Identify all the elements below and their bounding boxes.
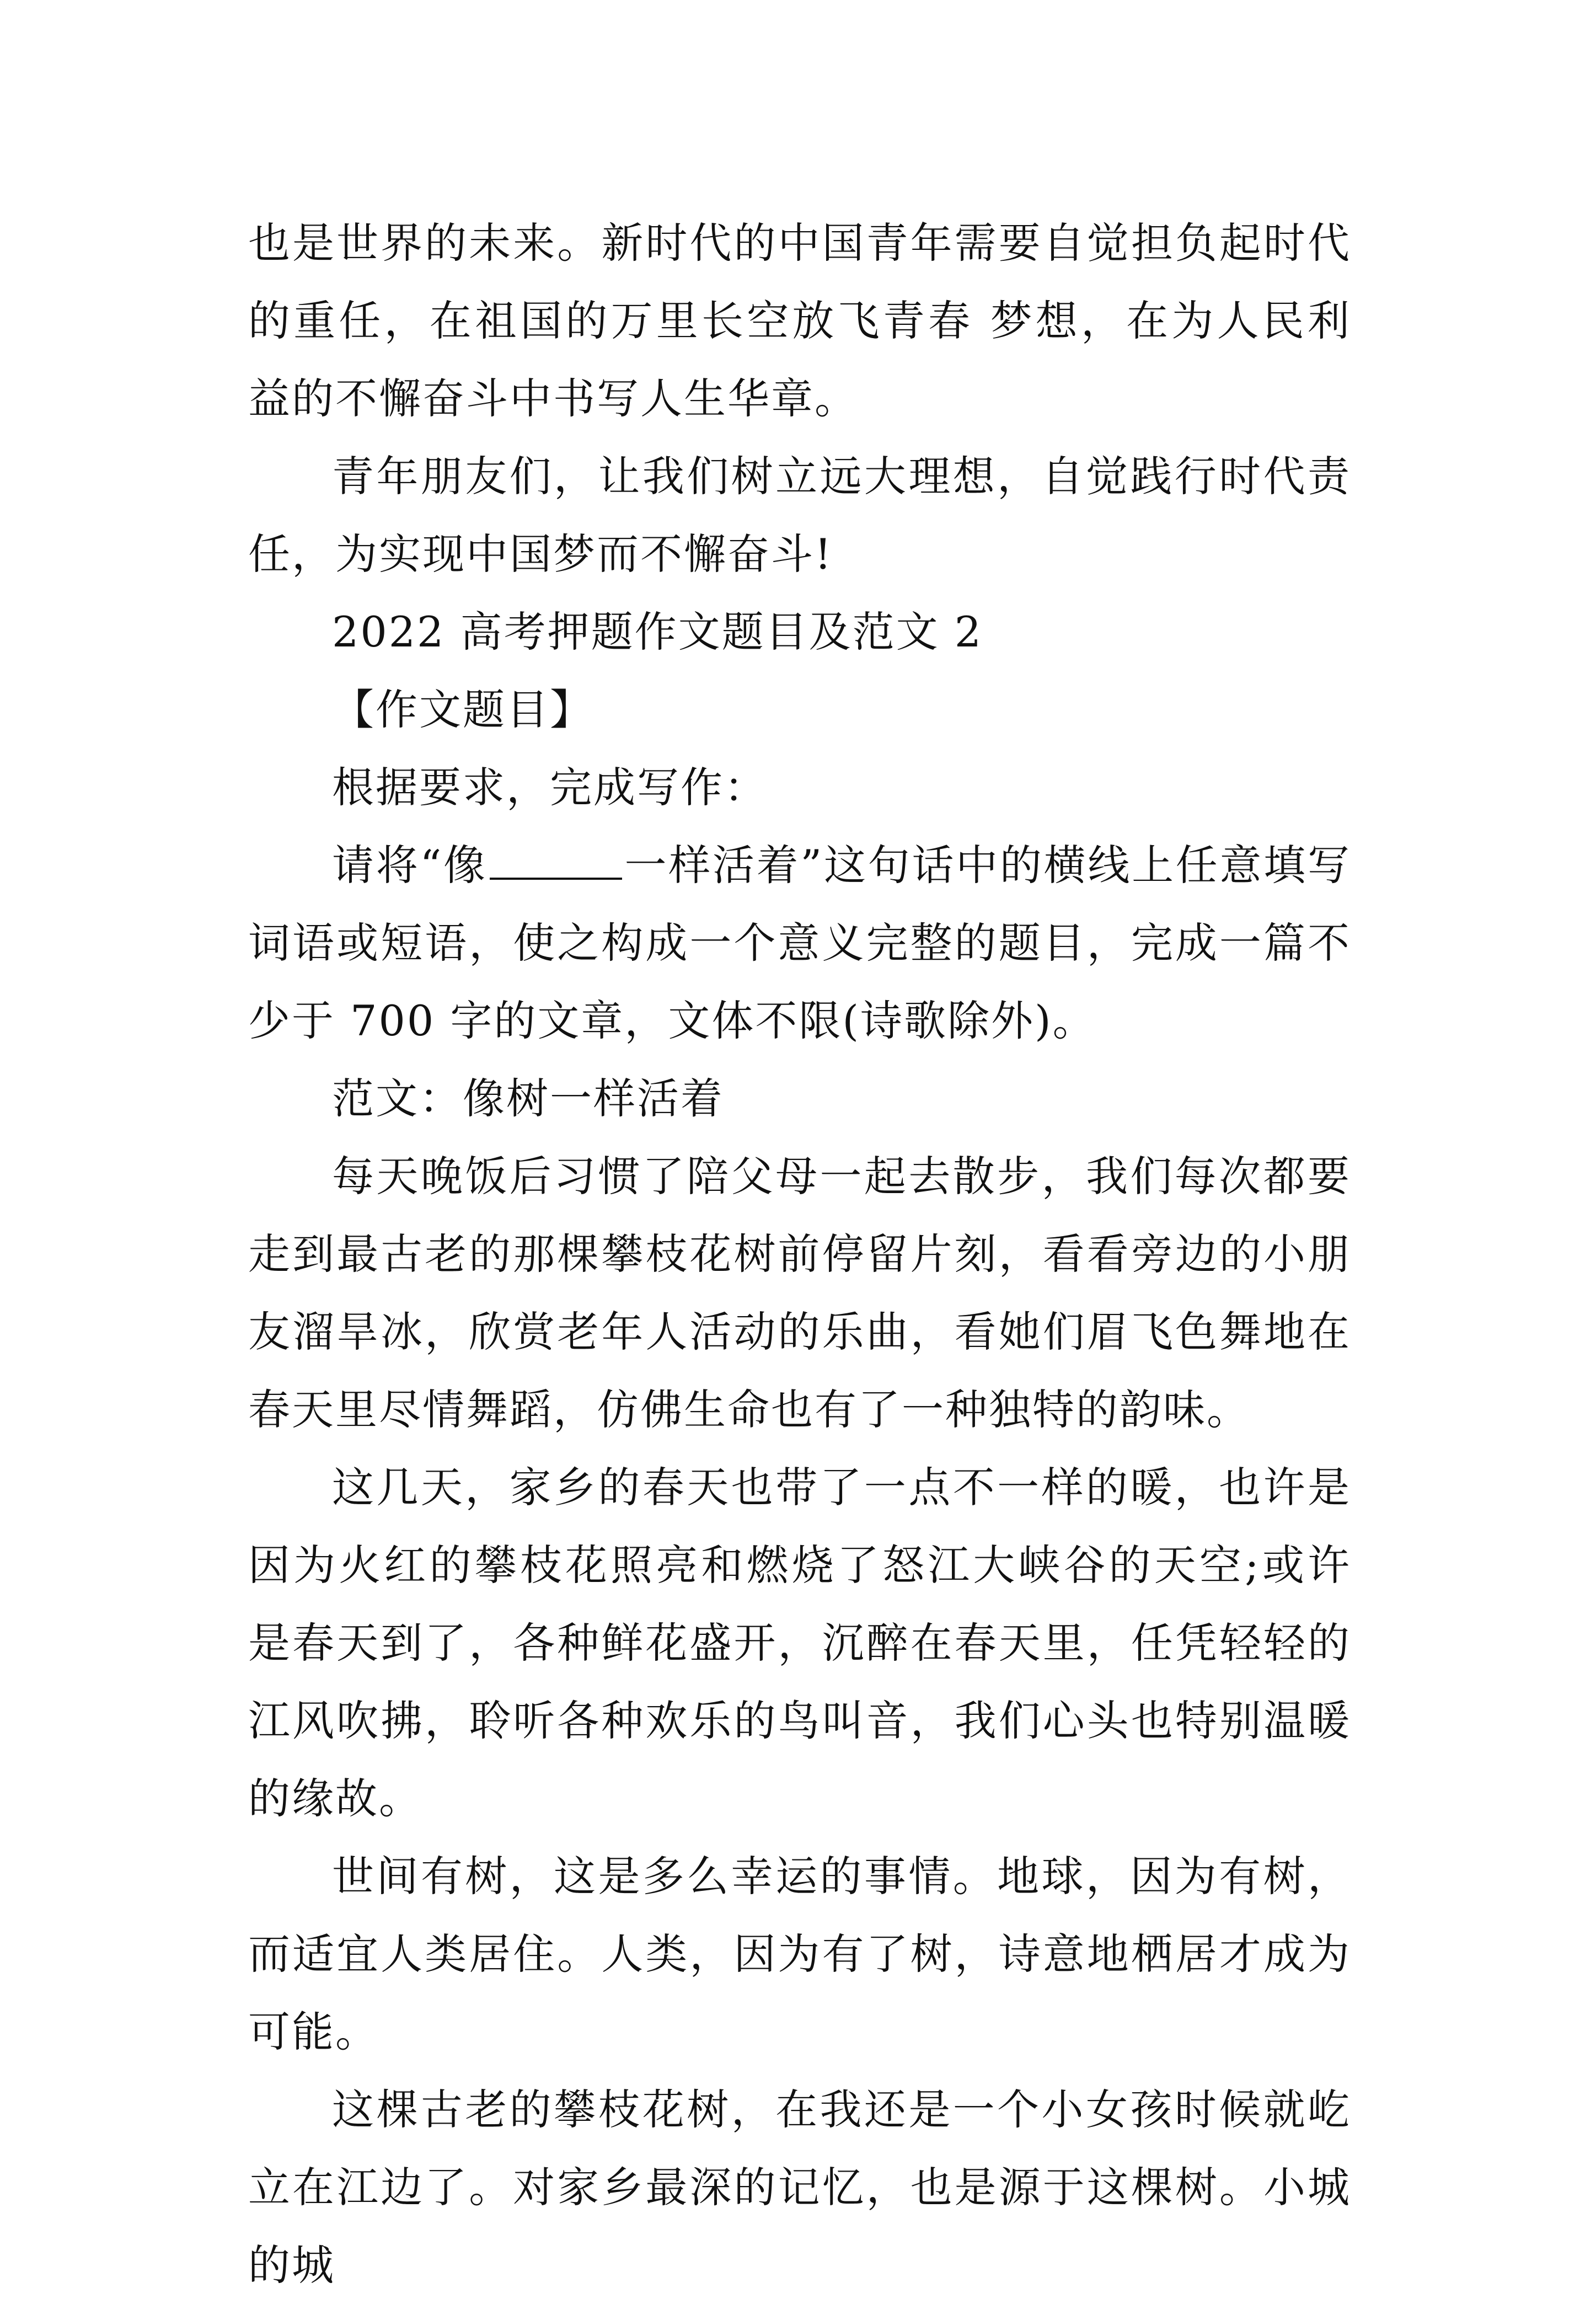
sample-essay-title: 范文：像树一样活着 xyxy=(332,1074,724,1123)
document-body xyxy=(248,204,1351,2304)
paragraph-11: 这棵古老的攀枝花树，在我还是一个小女孩时候就屹立在江边了。对家乡最深的记忆，也是源于这棵树。小城的城 xyxy=(248,2085,1351,2290)
essay-prompt-heading: 【作文题目】 xyxy=(332,685,593,734)
instruction-line: 根据要求，完成写作： xyxy=(332,763,768,812)
section-title: 2022 高考押题作文题目及范文 2 xyxy=(332,607,983,656)
prompt-text-before-blank: 请将“像 xyxy=(332,841,488,890)
fill-in-blank-line xyxy=(490,842,622,880)
paragraph-2: 青年朋友们，让我们树立远大理想，自觉践行时代责任，为实现中国梦而不懈奋斗! xyxy=(248,452,1351,579)
paragraph-9: 这几天，家乡的春天也带了一点不一样的暖，也许是因为火红的攀枝花照亮和燃烧了怒江大峡谷的天空;或许是春天到了，各种鲜花盛开，沉醉在春天里，任凭轻轻的江风吹拂，聆听各种欢乐的鸟叫音，我们心头也特别温暖的缘故。 xyxy=(248,1463,1351,1823)
paragraph-8: 每天晚饭后习惯了陪父母一起去散步，我们每次都要走到最古老的那棵攀枝花树前停留片刻，看看旁边的小朋友溜旱冰，欣赏老年人活动的乐曲，看她们眉飞色舞地在春天里尽情舞蹈，仿佛生命也有了一种独特的韵味。 xyxy=(248,1152,1351,1434)
prompt-text-after-blank: 一样活着”这句话中的横线上任意填写词语或短语，使之构成一个意义完整的题目，完成一篇不少于 700 字的文章，文体不限(诗歌除外)。 xyxy=(248,841,1351,1045)
paragraph-10: 世间有树，这是多么幸运的事情。地球，因为有树，而适宜人类居住。人类，因为有了树，诗意地栖居才成为可能。 xyxy=(248,1852,1351,2056)
prompt-paragraph xyxy=(248,826,1351,1060)
paragraph-1: 也是世界的未来。新时代的中国青年需要自觉担负起时代的重任，在祖国的万里长空放飞青春 梦想，在为人民利益的不懈奋斗中书写人生华章。 xyxy=(248,218,1351,423)
